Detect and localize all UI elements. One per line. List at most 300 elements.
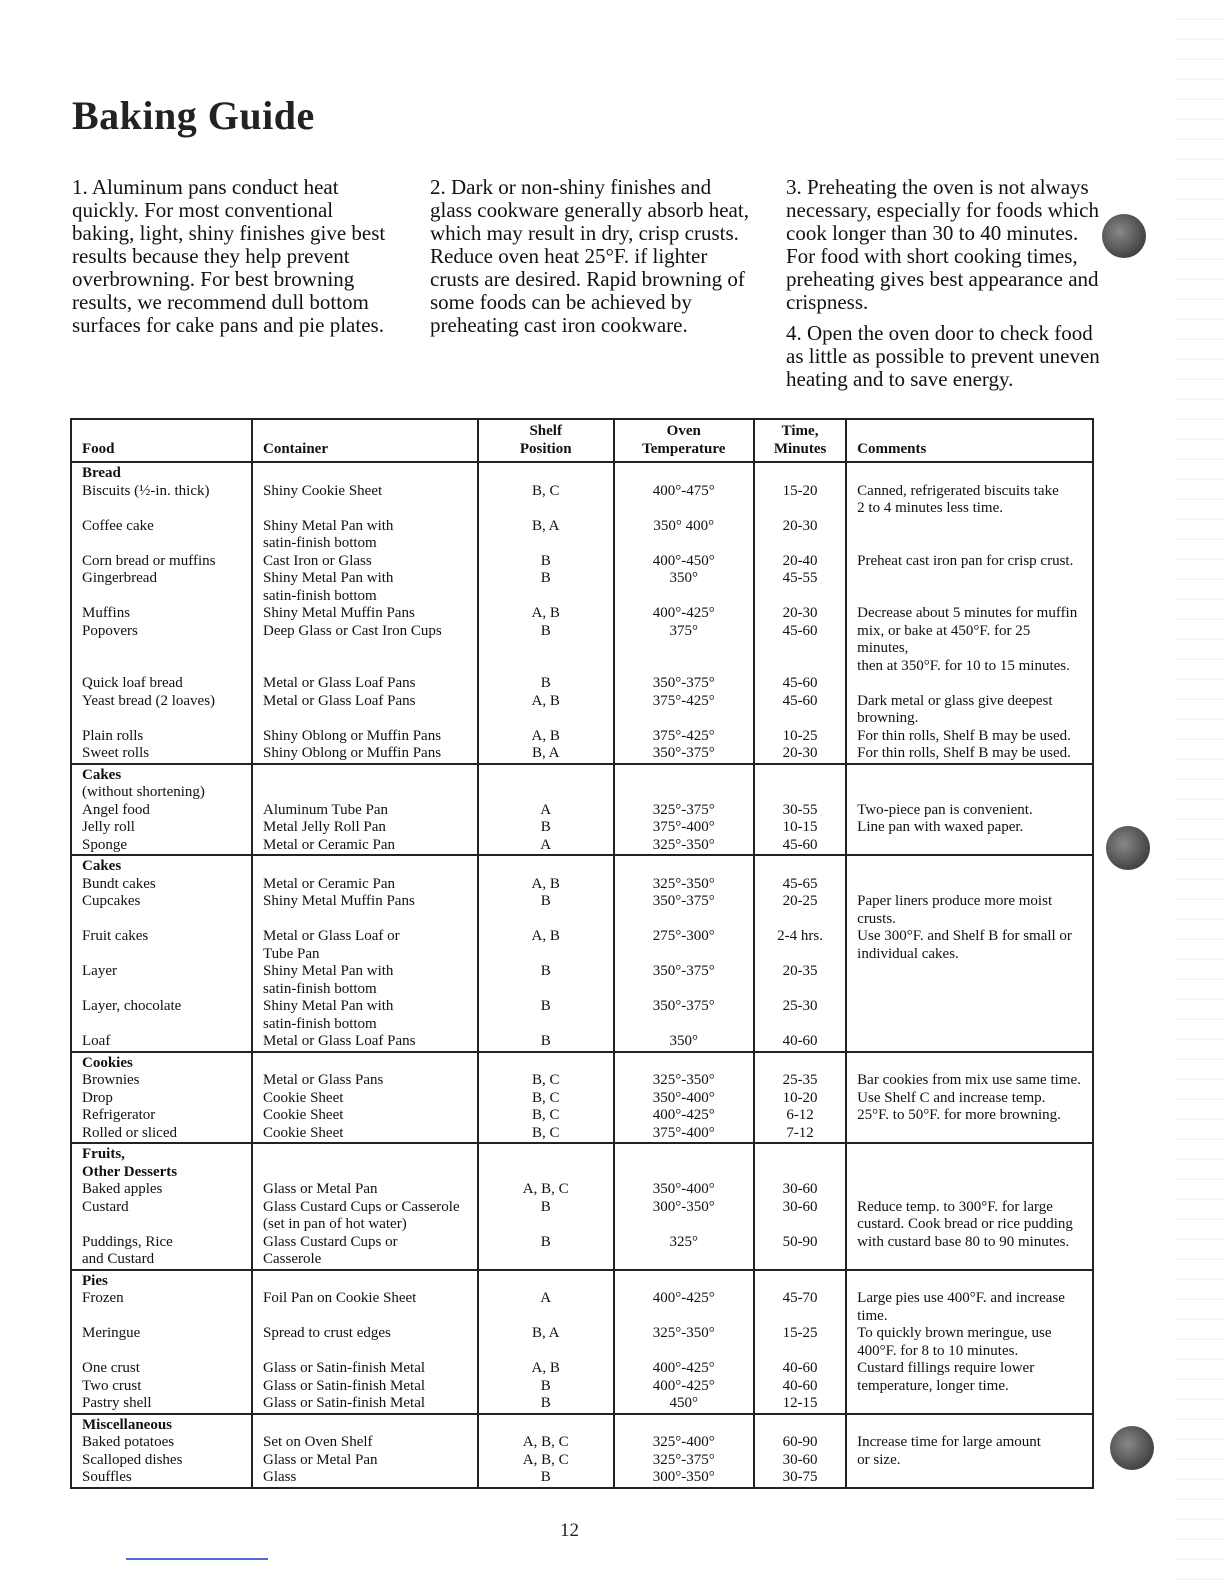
paragraph-text: Open the oven door to check food as little as possible to prevent uneven heating and to save energy. <box>786 321 1100 391</box>
cell-time <box>754 911 846 929</box>
cell-time: 30-60 <box>754 1181 846 1199</box>
table-row <box>71 658 1093 676</box>
cell-container <box>252 1414 478 1435</box>
cell-container: Metal or Glass Loaf Pans <box>252 1033 478 1052</box>
cell-shelf: B <box>478 893 614 911</box>
cell-comments <box>846 837 1093 856</box>
cell-temp: 375°-425° <box>614 693 754 711</box>
cell-temp <box>614 784 754 802</box>
cell-temp <box>614 1016 754 1034</box>
binder-hole-icon <box>1110 1426 1154 1470</box>
cell-time: 30-55 <box>754 802 846 820</box>
cell-time: 7-12 <box>754 1125 846 1144</box>
cell-temp: 400°-425° <box>614 1290 754 1308</box>
cell-shelf: A <box>478 1290 614 1308</box>
cell-food: Cupcakes <box>71 893 252 911</box>
food-category-group <box>71 1270 1093 1414</box>
cell-container <box>252 1143 478 1164</box>
cell-temp <box>614 855 754 876</box>
cell-container: Glass or Satin-finish Metal <box>252 1378 478 1396</box>
table-row <box>71 1469 1093 1488</box>
cell-food: Other Desserts <box>71 1164 252 1182</box>
cell-food: Bread <box>71 462 252 483</box>
cell-shelf: B, C <box>478 1125 614 1144</box>
table-row <box>71 1072 1093 1090</box>
cell-container: Metal or Ceramic Pan <box>252 876 478 894</box>
cell-shelf <box>478 1270 614 1291</box>
cell-time <box>754 658 846 676</box>
table-row <box>71 710 1093 728</box>
cell-shelf: A, B <box>478 693 614 711</box>
cell-comments <box>846 876 1093 894</box>
cell-food <box>71 588 252 606</box>
cell-food <box>71 710 252 728</box>
cell-food: Plain rolls <box>71 728 252 746</box>
cell-shelf: B, C <box>478 1107 614 1125</box>
cell-food: Souffles <box>71 1469 252 1488</box>
cell-shelf: B <box>478 1378 614 1396</box>
cell-food: Gingerbread <box>71 570 252 588</box>
food-category-group <box>71 462 1093 764</box>
cell-food: Jelly roll <box>71 819 252 837</box>
category-row <box>71 1143 1093 1164</box>
cell-container: Metal or Ceramic Pan <box>252 837 478 856</box>
cell-food: Rolled or sliced <box>71 1125 252 1144</box>
cell-time: 10-20 <box>754 1090 846 1108</box>
cell-container <box>252 1343 478 1361</box>
category-row <box>71 1414 1093 1435</box>
cell-time: 40-60 <box>754 1033 846 1052</box>
cell-container: Glass Custard Cups or <box>252 1234 478 1252</box>
table-row <box>71 1343 1093 1361</box>
table-header-row <box>71 419 1093 462</box>
cell-temp: 375°-400° <box>614 1125 754 1144</box>
cell-food: and Custard <box>71 1251 252 1270</box>
cell-temp: 325°-350° <box>614 1325 754 1343</box>
cell-comments <box>846 675 1093 693</box>
cell-time <box>754 1270 846 1291</box>
cell-shelf: B, C <box>478 1072 614 1090</box>
cell-shelf <box>478 1016 614 1034</box>
cell-temp <box>614 500 754 518</box>
cell-comments <box>846 998 1093 1016</box>
cell-time: 20-35 <box>754 963 846 981</box>
cell-comments: Two-piece pan is convenient. <box>846 802 1093 820</box>
cell-time: 25-30 <box>754 998 846 1016</box>
cell-shelf <box>478 1343 614 1361</box>
cell-temp: 350°-375° <box>614 893 754 911</box>
cell-temp: 375° <box>614 623 754 658</box>
cell-food <box>71 911 252 929</box>
cell-comments <box>846 535 1093 553</box>
cell-temp: 400°-450° <box>614 553 754 571</box>
table-row <box>71 1016 1093 1034</box>
cell-comments: For thin rolls, Shelf B may be used. <box>846 745 1093 764</box>
cell-time: 50-90 <box>754 1234 846 1252</box>
cell-food: One crust <box>71 1360 252 1378</box>
cell-comments: Use 300°F. and Shelf B for small or <box>846 928 1093 946</box>
table-row <box>71 483 1093 501</box>
table-row <box>71 605 1093 623</box>
cell-temp <box>614 911 754 929</box>
cell-comments <box>846 1125 1093 1144</box>
cell-temp <box>614 1343 754 1361</box>
cell-food: Biscuits (½-in. thick) <box>71 483 252 501</box>
cell-food: Two crust <box>71 1378 252 1396</box>
cell-shelf: A, B, C <box>478 1452 614 1470</box>
cell-food: Puddings, Rice <box>71 1234 252 1252</box>
cell-shelf: B, C <box>478 1090 614 1108</box>
paragraph-text: Dark or non-shiny finishes and glass cookware generally absorb heat, which may result in dry, crisp crusts. Reduce oven heat 25°F. if lighter crusts are desired. Rapid browning of some foods can be achieved by preheating cast iron cookware. <box>430 175 749 337</box>
cell-container: Shiny Metal Pan with <box>252 518 478 536</box>
cell-container: Metal or Glass Loaf Pans <box>252 693 478 711</box>
cell-food <box>71 500 252 518</box>
cell-shelf <box>478 784 614 802</box>
table-row <box>71 819 1093 837</box>
table-row <box>71 928 1093 946</box>
cell-time: 30-75 <box>754 1469 846 1488</box>
cell-temp: 350°-375° <box>614 745 754 764</box>
paragraph-text: Preheating the oven is not always necessary, especially for foods which cook longer than 30 to 40 minutes. For food with short cooking times, preheating gives best appearance and crispness. <box>786 175 1099 314</box>
table-row <box>71 1395 1093 1414</box>
cell-shelf <box>478 1143 614 1164</box>
cell-comments <box>846 570 1093 588</box>
cell-time: 15-20 <box>754 483 846 501</box>
cell-container <box>252 500 478 518</box>
cell-temp <box>614 1216 754 1234</box>
cell-container <box>252 1052 478 1073</box>
cell-temp: 375°-425° <box>614 728 754 746</box>
table-row <box>71 1325 1093 1343</box>
table-row <box>71 570 1093 588</box>
table-row <box>71 1452 1093 1470</box>
cell-container: Shiny Metal Pan with <box>252 998 478 1016</box>
cell-shelf: A <box>478 802 614 820</box>
cell-container: Shiny Oblong or Muffin Pans <box>252 745 478 764</box>
cell-temp <box>614 1251 754 1270</box>
cell-comments: Large pies use 400°F. and increase <box>846 1290 1093 1308</box>
category-row <box>71 1270 1093 1291</box>
cell-container: Shiny Metal Muffin Pans <box>252 605 478 623</box>
intro-column-1 <box>72 176 394 345</box>
cell-container: (set in pan of hot water) <box>252 1216 478 1234</box>
cell-food: Sponge <box>71 837 252 856</box>
table-row <box>71 911 1093 929</box>
cell-temp <box>614 1308 754 1326</box>
cell-time <box>754 1251 846 1270</box>
table-row <box>71 1090 1093 1108</box>
table-row <box>71 963 1093 981</box>
cell-container <box>252 1308 478 1326</box>
binder-hole-icon <box>1102 214 1146 258</box>
cell-time: 20-40 <box>754 553 846 571</box>
scan-edge-strip <box>1176 0 1224 1584</box>
cell-container: satin-finish bottom <box>252 981 478 999</box>
table-row <box>71 802 1093 820</box>
table-row <box>71 1360 1093 1378</box>
header-container: Container <box>252 419 478 462</box>
cell-temp: 350°-400° <box>614 1090 754 1108</box>
table-row <box>71 693 1093 711</box>
cell-temp <box>614 1143 754 1164</box>
cell-comments <box>846 981 1093 999</box>
cell-food: Popovers <box>71 623 252 658</box>
cell-time <box>754 764 846 785</box>
cell-temp: 400°-475° <box>614 483 754 501</box>
cell-container: Shiny Metal Pan with <box>252 570 478 588</box>
cell-shelf: A <box>478 837 614 856</box>
cell-comments: then at 350°F. for 10 to 15 minutes. <box>846 658 1093 676</box>
cell-shelf: B <box>478 1395 614 1414</box>
cell-time: 25-35 <box>754 1072 846 1090</box>
cell-food: Layer, chocolate <box>71 998 252 1016</box>
cell-container <box>252 764 478 785</box>
cell-container: Deep Glass or Cast Iron Cups <box>252 623 478 658</box>
table-row <box>71 1234 1093 1252</box>
cell-food: Yeast bread (2 loaves) <box>71 693 252 711</box>
cell-container: Cast Iron or Glass <box>252 553 478 571</box>
cell-temp: 350° <box>614 570 754 588</box>
cell-container: Metal or Glass Loaf Pans <box>252 675 478 693</box>
cell-time <box>754 1308 846 1326</box>
cell-temp: 325°-375° <box>614 802 754 820</box>
cell-shelf <box>478 658 614 676</box>
cell-comments <box>846 1181 1093 1199</box>
category-row <box>71 462 1093 483</box>
cell-shelf <box>478 1052 614 1073</box>
cell-comments: Increase time for large amount <box>846 1434 1093 1452</box>
cell-food <box>71 946 252 964</box>
cell-shelf: A, B, C <box>478 1434 614 1452</box>
cell-shelf <box>478 1216 614 1234</box>
cell-temp <box>614 1052 754 1073</box>
table-row <box>71 518 1093 536</box>
cell-time <box>754 462 846 483</box>
cell-food: Cookies <box>71 1052 252 1073</box>
cell-shelf: B <box>478 570 614 588</box>
cell-container: Glass or Metal Pan <box>252 1452 478 1470</box>
cell-comments: Canned, refrigerated biscuits take <box>846 483 1093 501</box>
cell-container: Metal Jelly Roll Pan <box>252 819 478 837</box>
cell-temp <box>614 946 754 964</box>
cell-container: satin-finish bottom <box>252 535 478 553</box>
cell-container: Glass Custard Cups or Casserole <box>252 1199 478 1217</box>
cell-shelf <box>478 1308 614 1326</box>
food-category-group <box>71 1414 1093 1488</box>
cell-container <box>252 1270 478 1291</box>
cell-shelf <box>478 764 614 785</box>
cell-temp: 350°-400° <box>614 1181 754 1199</box>
cell-comments <box>846 1469 1093 1488</box>
cell-shelf <box>478 535 614 553</box>
cell-time: 10-25 <box>754 728 846 746</box>
cell-temp: 350°-375° <box>614 675 754 693</box>
paragraph-number: 1. <box>72 175 88 199</box>
cell-food <box>71 1216 252 1234</box>
cell-time <box>754 946 846 964</box>
table-row <box>71 1434 1093 1452</box>
cell-temp <box>614 981 754 999</box>
cell-comments <box>846 1414 1093 1435</box>
cell-time: 40-60 <box>754 1360 846 1378</box>
cell-time: 30-60 <box>754 1452 846 1470</box>
cell-temp: 350° 400° <box>614 518 754 536</box>
cell-temp: 350°-375° <box>614 963 754 981</box>
table-row <box>71 1164 1093 1182</box>
cell-food: Custard <box>71 1199 252 1217</box>
cell-container: Aluminum Tube Pan <box>252 802 478 820</box>
cell-food: Quick loaf bread <box>71 675 252 693</box>
cell-temp: 350°-375° <box>614 998 754 1016</box>
cell-shelf <box>478 462 614 483</box>
cell-shelf: B <box>478 1234 614 1252</box>
cell-time: 45-60 <box>754 837 846 856</box>
cell-time <box>754 784 846 802</box>
cell-shelf: B, A <box>478 745 614 764</box>
cell-container: Tube Pan <box>252 946 478 964</box>
cell-food: Miscellaneous <box>71 1414 252 1435</box>
cell-shelf <box>478 1251 614 1270</box>
table-row <box>71 946 1093 964</box>
cell-shelf: A, B, C <box>478 1181 614 1199</box>
page-title: Baking Guide <box>72 93 315 138</box>
cell-food: Angel food <box>71 802 252 820</box>
cell-container: Glass or Satin-finish Metal <box>252 1395 478 1414</box>
underline-mark <box>126 1558 268 1560</box>
cell-food: Meringue <box>71 1325 252 1343</box>
cell-shelf: B <box>478 998 614 1016</box>
cell-food: Refrigerator <box>71 1107 252 1125</box>
cell-temp <box>614 535 754 553</box>
cell-temp: 325°-400° <box>614 1434 754 1452</box>
cell-food: Coffee cake <box>71 518 252 536</box>
header-comments: Comments <box>846 419 1093 462</box>
table-row <box>71 876 1093 894</box>
cell-temp: 325°-350° <box>614 876 754 894</box>
cell-food: Muffins <box>71 605 252 623</box>
cell-time <box>754 1143 846 1164</box>
cell-comments: browning. <box>846 710 1093 728</box>
cell-food: Pies <box>71 1270 252 1291</box>
cell-temp: 375°-400° <box>614 819 754 837</box>
cell-comments: Decrease about 5 minutes for muffin <box>846 605 1093 623</box>
cell-comments <box>846 1016 1093 1034</box>
food-category-group <box>71 764 1093 856</box>
cell-time <box>754 1164 846 1182</box>
cell-time <box>754 855 846 876</box>
cell-comments: time. <box>846 1308 1093 1326</box>
cell-temp: 400°-425° <box>614 1107 754 1125</box>
cell-time: 45-70 <box>754 1290 846 1308</box>
cell-time: 20-30 <box>754 518 846 536</box>
cell-shelf: B, A <box>478 518 614 536</box>
cell-shelf: B <box>478 675 614 693</box>
cell-time: 60-90 <box>754 1434 846 1452</box>
cell-comments: 25°F. to 50°F. for more browning. <box>846 1107 1093 1125</box>
intro-paragraph-4 <box>786 322 1108 391</box>
cell-comments: Line pan with waxed paper. <box>846 819 1093 837</box>
cell-comments: Use Shelf C and increase temp. <box>846 1090 1093 1108</box>
table-row <box>71 535 1093 553</box>
cell-time <box>754 1216 846 1234</box>
header-shelf: Shelf Position <box>478 419 614 462</box>
cell-shelf <box>478 588 614 606</box>
table-row <box>71 1378 1093 1396</box>
cell-time: 45-55 <box>754 570 846 588</box>
category-row <box>71 855 1093 876</box>
cell-comments: Paper liners produce more moist <box>846 893 1093 911</box>
table-row <box>71 1181 1093 1199</box>
cell-shelf: A, B <box>478 605 614 623</box>
table-row <box>71 500 1093 518</box>
intro-paragraph-1 <box>72 176 394 337</box>
cell-comments: with custard base 80 to 90 minutes. <box>846 1234 1093 1252</box>
cell-comments <box>846 518 1093 536</box>
table-row <box>71 675 1093 693</box>
cell-comments <box>846 855 1093 876</box>
cell-container <box>252 784 478 802</box>
table-row <box>71 588 1093 606</box>
cell-temp <box>614 1414 754 1435</box>
cell-comments: mix, or bake at 450°F. for 25 minutes, <box>846 623 1093 658</box>
cell-container: Set on Oven Shelf <box>252 1434 478 1452</box>
cell-container: Cookie Sheet <box>252 1090 478 1108</box>
table-row <box>71 1308 1093 1326</box>
category-row <box>71 1052 1093 1073</box>
cell-container: Shiny Metal Muffin Pans <box>252 893 478 911</box>
cell-shelf: B <box>478 1469 614 1488</box>
cell-container: Shiny Metal Pan with <box>252 963 478 981</box>
cell-time <box>754 710 846 728</box>
paragraph-number: 3. <box>786 175 802 199</box>
cell-comments <box>846 784 1093 802</box>
food-category-group <box>71 855 1093 1052</box>
cell-container <box>252 462 478 483</box>
table-row <box>71 998 1093 1016</box>
cell-comments: For thin rolls, Shelf B may be used. <box>846 728 1093 746</box>
cell-container: Shiny Cookie Sheet <box>252 483 478 501</box>
cell-temp: 400°-425° <box>614 1378 754 1396</box>
cell-container: satin-finish bottom <box>252 1016 478 1034</box>
cell-shelf: B <box>478 1199 614 1217</box>
cell-shelf: A, B <box>478 876 614 894</box>
cell-comments <box>846 1270 1093 1291</box>
cell-temp: 325°-350° <box>614 1072 754 1090</box>
cell-container: Spread to crust edges <box>252 1325 478 1343</box>
binder-hole-icon <box>1106 826 1150 870</box>
cell-container: Glass or Metal Pan <box>252 1181 478 1199</box>
header-time: Time, Minutes <box>754 419 846 462</box>
cell-food <box>71 981 252 999</box>
food-category-group <box>71 1052 1093 1144</box>
cell-temp <box>614 1164 754 1182</box>
cell-time: 20-30 <box>754 745 846 764</box>
cell-comments: 400°F. for 8 to 10 minutes. <box>846 1343 1093 1361</box>
cell-food: Loaf <box>71 1033 252 1052</box>
cell-temp: 275°-300° <box>614 928 754 946</box>
cell-container: Cookie Sheet <box>252 1107 478 1125</box>
table-row <box>71 837 1093 856</box>
cell-temp <box>614 658 754 676</box>
cell-container: Glass or Satin-finish Metal <box>252 1360 478 1378</box>
food-category-group <box>71 1143 1093 1270</box>
cell-shelf: B <box>478 963 614 981</box>
cell-comments <box>846 1251 1093 1270</box>
cell-shelf: A, B <box>478 1360 614 1378</box>
cell-food: Layer <box>71 963 252 981</box>
cell-comments <box>846 1052 1093 1073</box>
table-row <box>71 728 1093 746</box>
